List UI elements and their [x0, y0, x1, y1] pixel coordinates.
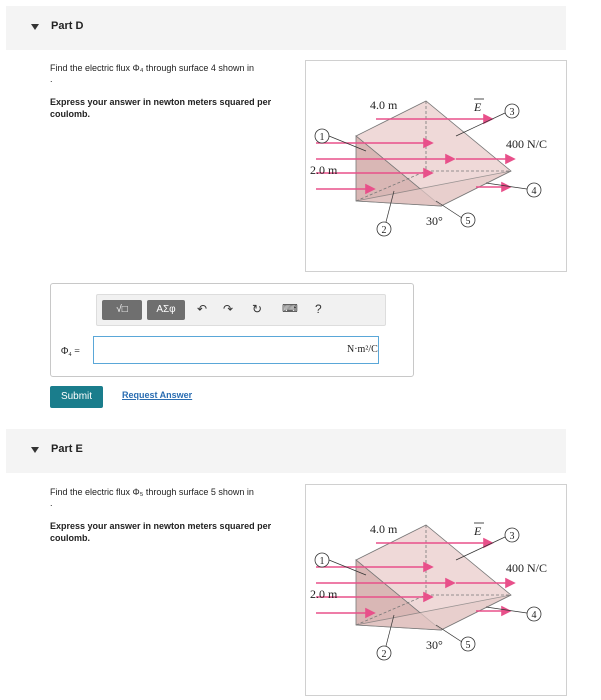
surface-4-label: 4 [531, 610, 537, 621]
field-strength-label: 400 N/C [506, 561, 548, 575]
collapse-caret-icon[interactable] [31, 447, 39, 453]
surface-5-label: 5 [465, 640, 471, 651]
field-label: E [474, 100, 482, 114]
part-e-question: Find the electric flux Φ₅ through surface 5 shown in [50, 487, 254, 497]
submit-button[interactable]: Submit [50, 386, 103, 408]
field-strength-label: 400 N/C [506, 137, 548, 151]
answer-input[interactable] [93, 336, 379, 364]
part-e-figure [305, 484, 567, 696]
surface-1-label: 1 [319, 132, 325, 143]
undo-icon[interactable]: ↶ [197, 302, 208, 316]
part-d-instruction: Express your answer in newton meters squared per coulomb. [50, 97, 272, 119]
part-d-dot: . [50, 74, 53, 84]
part-d-question: Find the electric flux Φ₄ through surface 4 shown in [50, 63, 254, 73]
length-label: 4.0 m [370, 98, 398, 112]
prism-diagram [306, 61, 566, 271]
keyboard-icon[interactable]: ⌨ [282, 303, 298, 315]
part-d-figure [305, 60, 567, 272]
help-button[interactable]: ? [315, 302, 322, 316]
part-d-header[interactable] [6, 6, 566, 50]
part-d-title: Part D [51, 20, 84, 32]
surface-3-label: 3 [509, 531, 515, 542]
part-e-header[interactable] [6, 429, 566, 473]
height-label: 2.0 m [310, 587, 338, 601]
math-toolbar [96, 294, 386, 326]
surface-5-label: 5 [465, 216, 471, 227]
part-e-instruction: Express your answer in newton meters squared per coulomb. [50, 521, 272, 543]
template-button[interactable]: √□ [102, 300, 142, 320]
answer-variable-label: Φ₄ = [61, 346, 80, 357]
surface-2-label: 2 [381, 225, 387, 236]
collapse-caret-icon[interactable] [31, 24, 39, 30]
surface-4-label: 4 [531, 186, 537, 197]
angle-label: 30° [426, 638, 443, 652]
answer-panel [50, 283, 414, 377]
prism-diagram [306, 485, 566, 695]
reset-icon[interactable]: ↻ [252, 302, 263, 316]
part-e-title: Part E [51, 443, 83, 455]
surface-3-label: 3 [509, 107, 515, 118]
angle-label: 30° [426, 214, 443, 228]
height-label: 2.0 m [310, 163, 338, 177]
request-answer-link[interactable]: Request Answer [122, 390, 193, 400]
length-label: 4.0 m [370, 522, 398, 536]
answer-unit: N·m²/C [347, 344, 378, 355]
greek-symbols-button[interactable]: ΑΣφ [147, 300, 185, 320]
part-e-dot: . [50, 498, 53, 508]
field-label: E [474, 524, 482, 538]
surface-1-label: 1 [319, 556, 325, 567]
surface-2-label: 2 [381, 649, 387, 660]
redo-icon[interactable]: ↷ [223, 302, 234, 316]
